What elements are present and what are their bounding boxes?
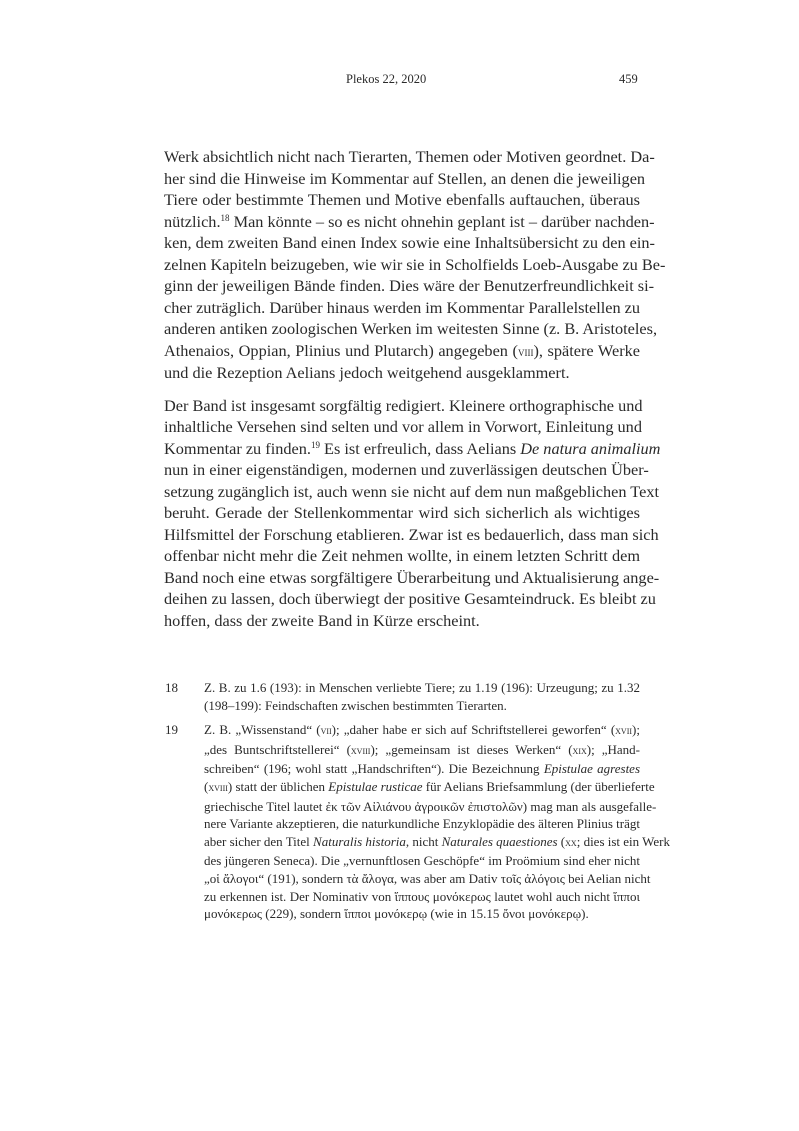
roman-page-ref: vii xyxy=(320,725,332,738)
footnote-text xyxy=(204,721,671,923)
text-line: zu erkennen ist. Der Nominativ von ἵππους μονόκερως lautet wohl auch nicht ἵπποι xyxy=(204,888,640,904)
italic-title: Epistulae rusticae xyxy=(328,778,423,794)
text-line: griechische Titel lautet ἐκ τῶν Αἰλιάνου ἀγροικῶν ἐπιστολῶν) mag man als ausgefalle- xyxy=(204,798,657,814)
page-number: 459 xyxy=(619,72,638,86)
italic-title: Naturales quaestiones xyxy=(441,833,558,849)
text-line: μονόκερως (229), sondern ἵπποι μονόκερῳ (wie in 15.15 ὄνοι μονόκερῳ). xyxy=(204,906,589,922)
text-line: nützlich.$^{18}$ Man könnte – so es nicht ohnehin geplant ist – darüber nachden- xyxy=(164,211,655,231)
text-line: anderen antiken zoologischen Werken im weitesten Sinne (z. B. Aristoteles, xyxy=(164,319,658,338)
italic-title: De natura animalium xyxy=(520,438,661,458)
text-line: offenbar nicht mehr die Zeit nehmen wollte, in einem letzten Schritt dem xyxy=(164,546,640,565)
text-line: Der Band ist insgesamt sorgfältig redigiert. Kleinere orthographische und xyxy=(164,395,643,415)
roman-page-ref: xx xyxy=(565,836,577,849)
roman-page-ref: xvii xyxy=(615,725,633,738)
text-line: Z. B. „Wissenstand“ (vii); „daher habe er sich auf Schriftstellerei geworfen“ (xvii); xyxy=(204,722,640,738)
footnote-number: 19 xyxy=(165,722,178,738)
text-line: Band noch eine etwas sorgfältigere Überarbeitung und Aktualisierung ange- xyxy=(164,567,660,587)
footnote-text xyxy=(204,679,640,714)
text-line: Werk absichtlich nicht nach Tierarten, Themen oder Motiven geordnet. Da- xyxy=(164,147,655,166)
roman-page-ref: xix xyxy=(572,744,587,757)
text-line: Kommentar zu finden.$^{19}$ Es ist erfreulich, dass Aelians De natura animalium xyxy=(164,438,661,458)
footnote xyxy=(164,679,640,714)
text-line: Athenaios, Oppian, Plinius und Plutarch) angegeben (viii), spätere Werke xyxy=(164,340,640,360)
text-line: beruht. Gerade der Stellenkommentar wird sich sicherlich als wichtiges xyxy=(164,503,640,522)
footnotes xyxy=(164,679,671,930)
text-line: des jüngeren Seneca). Die „vernunftlosen Geschöpfe“ im Proömium sind eher nicht xyxy=(204,853,640,869)
text-line: schreiben“ (196; wohl statt „Handschriften“). Die Bezeichnung Epistulae agrestes xyxy=(204,761,641,777)
footnote-ref[interactable]: 18 xyxy=(220,212,230,223)
text-line: Z. B. zu 1.6 (193): in Menschen verliebte Tiere; zu 1.19 (196): Urzeugung; zu 1.32 xyxy=(204,680,640,695)
body-text xyxy=(164,146,666,642)
text-line: her sind die Hinweise im Kommentar auf Stellen, an denen die jeweiligen xyxy=(164,168,646,188)
footnote xyxy=(164,721,671,923)
text-line: nun in einer eigenständigen, modernen und zuverlässigen deutschen Über- xyxy=(164,460,649,479)
text-line: (xviii) statt der üblichen Epistulae rusticae für Aelians Briefsammlung (der überlieferte xyxy=(204,778,655,794)
text-line: aber sicher den Titel Naturalis historia, nicht Naturales quaestiones (xx; dies ist ein Werk xyxy=(204,833,671,849)
text-line: „οἱ ἄλογοι“ (191), sondern τὰ ἄλογα, was aber am Dativ τοῖς ἀλόγοις bei Aelian nicht xyxy=(204,870,651,886)
text-line: hoffen, dass der zweite Band in Kürze erscheint. xyxy=(164,610,480,630)
paragraph xyxy=(164,146,666,384)
journal-title: Plekos 22, 2020 xyxy=(346,72,427,86)
roman-page-ref: xviii xyxy=(350,744,371,757)
text-line: setzung zugänglich ist, auch wenn sie nicht auf dem nun maßgeblichen Text xyxy=(164,481,659,501)
roman-page-ref: xviii xyxy=(208,781,228,794)
text-line: Hilfsmittel der Forschung etablieren. Zwar ist es bedauerlich, dass man sich xyxy=(164,524,659,544)
text-line: „des Buntschriftstellerei“ (xviii); „gemeinsam ist dieses Werken“ (xix); „Hand- xyxy=(204,741,640,757)
text-line: nere Variante akzeptieren, die naturkundliche Enzyklopädie des älteren Plinius trägt xyxy=(204,816,640,832)
italic-title: Epistulae agrestes xyxy=(543,761,641,777)
footnote-ref[interactable]: 19 xyxy=(310,439,320,450)
text-line: ginn der jeweiligen Bände finden. Dies wäre der Benutzerfreundlichkeit si- xyxy=(164,276,655,295)
roman-page-ref: viii xyxy=(517,343,534,359)
text-line: und die Rezeption Aelians jedoch weitgehend ausgeklammert. xyxy=(164,363,570,382)
text-line: inhaltliche Versehen sind selten und vor allem in Vorwort, Einleitung und xyxy=(164,417,642,436)
footnote-number: 18 xyxy=(165,680,178,695)
text-line: zelnen Kapiteln beizugeben, wie wir sie in Scholfields Loeb-Ausgabe zu Be- xyxy=(164,254,666,274)
text-line: deihen zu lassen, doch überwiegt der positive Gesamteindruck. Es bleibt zu xyxy=(164,589,656,608)
text-line: ken, dem zweiten Band einen Index sowie eine Inhaltsübersicht zu den ein- xyxy=(164,233,655,252)
text-line: (198–199): Feindschaften zwischen bestimmten Tierarten. xyxy=(204,697,507,713)
paragraph xyxy=(164,395,661,632)
text-line: Tiere oder bestimmte Themen und Motive ebenfalls auftauchen, überaus xyxy=(164,190,640,209)
text-line: cher zuträglich. Darüber hinaus werden im Kommentar Parallelstellen zu xyxy=(164,297,641,317)
italic-title: Naturalis historia xyxy=(313,833,406,849)
